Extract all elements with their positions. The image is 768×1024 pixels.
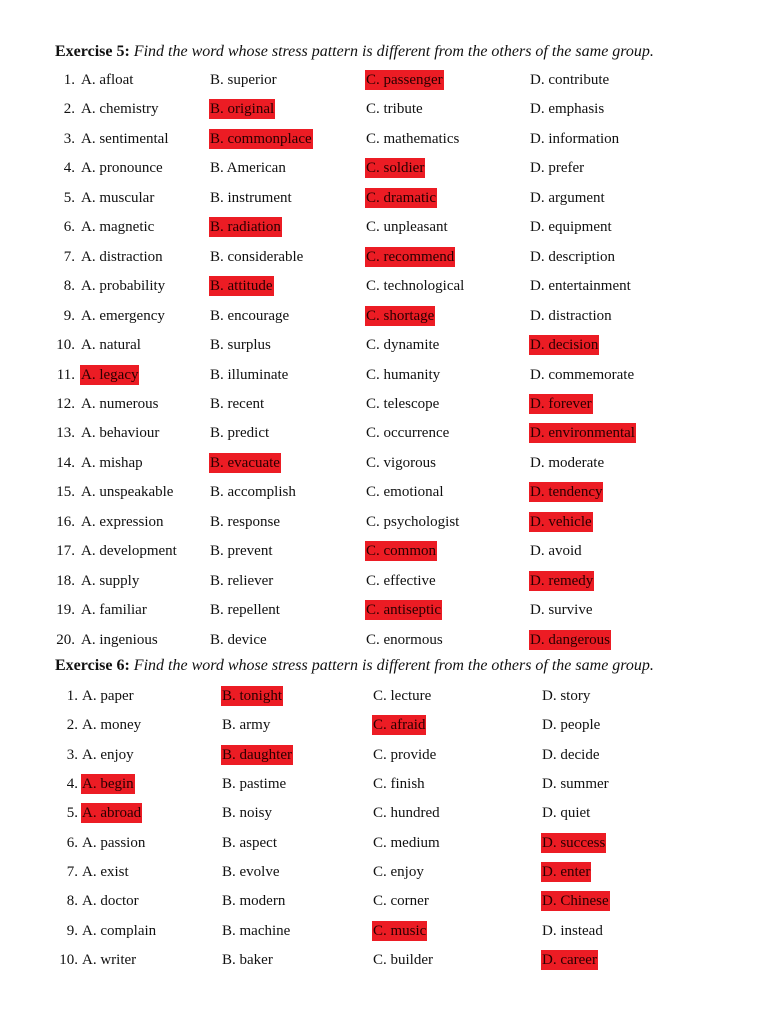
question-number: 10.	[59, 951, 78, 968]
option-a: A. complain	[82, 922, 157, 939]
option-d: D. distraction	[530, 307, 612, 324]
question-row	[0, 365, 768, 387]
option-b: B. noisy	[222, 805, 273, 822]
question-row	[0, 921, 768, 943]
option-d: D. entertainment	[530, 278, 631, 295]
option-a: A. mishap	[81, 454, 143, 471]
question-row	[0, 541, 768, 563]
option-a: A. familiar	[81, 602, 147, 619]
option-d-highlighted: D. career	[542, 951, 597, 968]
question-number: 5.	[63, 189, 75, 206]
option-d: D. equipment	[530, 219, 612, 236]
question-number: 3.	[66, 746, 78, 763]
question-number: 3.	[63, 130, 75, 147]
option-c: C. mathematics	[366, 130, 460, 147]
option-c: C. psychologist	[366, 513, 460, 530]
question-number: 7.	[66, 863, 78, 880]
question-number: 16.	[56, 513, 75, 530]
question-number: 20.	[56, 631, 75, 648]
option-b: B. aspect	[222, 834, 277, 851]
option-b-highlighted: B. tonight	[222, 688, 283, 704]
option-c: C. corner	[373, 893, 429, 910]
option-b-highlighted: B. evacuate	[210, 454, 280, 471]
option-b: B. instrument	[210, 189, 292, 206]
question-row	[0, 950, 768, 972]
option-d-highlighted: D. enter	[542, 863, 591, 880]
option-b: B. surplus	[210, 337, 271, 354]
option-d: D. survive	[530, 602, 593, 619]
option-c: C. technological	[366, 278, 465, 295]
option-c: C. telescope	[366, 395, 440, 412]
option-d-highlighted: D. dangerous	[530, 631, 610, 648]
question-number: 2.	[66, 717, 78, 734]
question-row	[0, 217, 768, 239]
option-a: A. natural	[81, 337, 141, 354]
option-d-highlighted: D. vehicle	[530, 513, 592, 530]
option-d: D. story	[542, 688, 591, 704]
question-row	[0, 306, 768, 328]
option-a: A. chemistry	[81, 101, 159, 118]
option-d: D. people	[542, 717, 601, 734]
question-row	[0, 247, 768, 269]
question-row	[0, 571, 768, 593]
question-number: 1.	[66, 688, 78, 704]
option-c: C. vigorous	[366, 454, 437, 471]
question-number: 19.	[56, 602, 75, 619]
question-number: 8.	[66, 893, 78, 910]
option-b: B. accomplish	[210, 484, 296, 501]
option-b: B. prevent	[210, 543, 273, 560]
option-a: A. sentimental	[81, 130, 169, 147]
option-b: B. superior	[210, 72, 277, 88]
option-b: B. response	[210, 513, 280, 530]
option-a: A. writer	[82, 951, 137, 968]
option-a: A. supply	[81, 572, 140, 589]
question-row	[0, 833, 768, 855]
option-c: C. finish	[373, 775, 425, 792]
option-b: B. considerable	[210, 248, 304, 265]
option-a: A. enjoy	[82, 746, 134, 763]
option-b-highlighted: B. original	[210, 101, 275, 118]
option-c: C. lecture	[373, 688, 432, 704]
option-c-highlighted: C. recommend	[366, 248, 455, 265]
option-a: A. afloat	[81, 72, 134, 88]
question-number: 5.	[66, 805, 78, 822]
option-c: C. humanity	[366, 366, 441, 383]
question-row	[0, 394, 768, 416]
option-b: B. baker	[222, 951, 273, 968]
question-number: 14.	[56, 454, 75, 471]
question-row	[0, 600, 768, 622]
option-c: C. occurrence	[366, 425, 450, 442]
question-number: 6.	[63, 219, 75, 236]
option-c: C. effective	[366, 572, 436, 589]
option-b: B. modern	[222, 893, 286, 910]
option-d-highlighted: D. success	[542, 834, 606, 851]
option-d-highlighted: D. forever	[530, 395, 592, 412]
option-a: A. ingenious	[81, 631, 158, 648]
option-c-highlighted: C. dramatic	[366, 189, 436, 206]
question-row	[0, 774, 768, 796]
question-row	[0, 862, 768, 884]
option-a: A. unspeakable	[81, 484, 174, 501]
question-number: 9.	[66, 922, 78, 939]
option-b: B. predict	[210, 425, 270, 442]
question-number: 18.	[56, 572, 75, 589]
option-a: A. passion	[82, 834, 146, 851]
question-row	[0, 745, 768, 767]
option-d: D. information	[530, 130, 620, 147]
option-a: A. numerous	[81, 395, 159, 412]
option-a: A. development	[81, 543, 177, 560]
question-number: 15.	[56, 484, 75, 501]
question-row	[0, 803, 768, 825]
option-b: B. machine	[222, 922, 291, 939]
option-b-highlighted: B. attitude	[210, 278, 273, 295]
option-b: B. device	[210, 631, 267, 648]
option-a: A. probability	[81, 278, 166, 295]
question-number: 11.	[56, 366, 75, 383]
option-c-highlighted: C. afraid	[373, 717, 426, 734]
option-a: A. expression	[81, 513, 164, 530]
question-number: 4.	[63, 160, 75, 177]
option-b: B. evolve	[222, 863, 280, 880]
option-c-highlighted: C. shortage	[366, 307, 435, 324]
option-c: C. tribute	[366, 101, 423, 118]
option-d: D. moderate	[530, 454, 605, 471]
option-a-highlighted: A. begin	[82, 775, 134, 792]
exercise-instruction: Find the word whose stress pattern is different from the others of the same group.	[133, 657, 654, 674]
question-row	[0, 335, 768, 357]
option-b: B. illuminate	[210, 366, 289, 383]
option-c: C. emotional	[366, 484, 444, 501]
question-row	[0, 129, 768, 151]
option-d: D. avoid	[530, 543, 582, 560]
option-c-highlighted: C. soldier	[366, 160, 425, 177]
question-row	[0, 482, 768, 504]
option-a: A. exist	[82, 863, 129, 880]
option-a-highlighted: A. legacy	[81, 366, 139, 383]
option-b: B. repellent	[210, 602, 280, 619]
option-d: D. summer	[542, 775, 609, 792]
option-b-highlighted: B. daughter	[222, 746, 292, 763]
question-row	[0, 99, 768, 121]
option-d: D. description	[530, 248, 615, 265]
option-d: D. emphasis	[530, 101, 605, 118]
question-row	[0, 686, 768, 708]
option-b: B. encourage	[210, 307, 290, 324]
option-a-highlighted: A. abroad	[82, 805, 142, 822]
question-row	[0, 276, 768, 298]
question-number: 8.	[63, 278, 75, 295]
option-c: C. hundred	[373, 805, 440, 822]
option-d: D. argument	[530, 189, 605, 206]
question-row	[0, 630, 768, 652]
option-d: D. instead	[542, 922, 603, 939]
option-d-highlighted: D. environmental	[530, 425, 635, 442]
question-number: 17.	[56, 543, 75, 560]
option-a: A. behaviour	[81, 425, 160, 442]
question-row	[0, 70, 768, 92]
question-number: 13.	[56, 425, 75, 442]
option-d-highlighted: D. remedy	[530, 572, 594, 589]
option-a: A. magnetic	[81, 219, 155, 236]
option-d-highlighted: D. Chinese	[542, 893, 609, 910]
option-b: B. reliever	[210, 572, 274, 589]
option-c-highlighted: C. antiseptic	[366, 602, 441, 619]
option-b: B. American	[210, 160, 286, 177]
option-c: C. provide	[373, 746, 437, 763]
question-number: 1.	[63, 72, 75, 88]
question-number: 12.	[56, 395, 75, 412]
question-row	[0, 715, 768, 737]
option-c: C. dynamite	[366, 337, 440, 354]
option-d-highlighted: D. tendency	[530, 484, 603, 501]
exercise-instruction: Find the word whose stress pattern is different from the others of the same group.	[133, 43, 654, 60]
option-c: C. unpleasant	[366, 219, 448, 236]
option-b: B. army	[222, 717, 271, 734]
option-c-highlighted: C. common	[366, 543, 436, 560]
option-c-highlighted: C. passenger	[366, 72, 443, 88]
question-row	[0, 158, 768, 180]
option-c: C. enormous	[366, 631, 443, 648]
question-number: 4.	[66, 775, 78, 792]
option-a: A. emergency	[81, 307, 165, 324]
question-row	[0, 891, 768, 913]
question-number: 9.	[63, 307, 75, 324]
option-a: A. paper	[82, 688, 134, 704]
question-number: 6.	[66, 834, 78, 851]
option-c: C. medium	[373, 834, 440, 851]
option-d-highlighted: D. decision	[530, 337, 599, 354]
option-d: D. quiet	[542, 805, 591, 822]
option-a: A. distraction	[81, 248, 163, 265]
question-number: 10.	[56, 337, 75, 354]
exercise-label: Exercise 6:	[55, 657, 130, 674]
exercise-5-heading	[55, 42, 654, 62]
question-row	[0, 188, 768, 210]
option-d: D. prefer	[530, 160, 585, 177]
question-row	[0, 423, 768, 445]
option-b: B. recent	[210, 395, 265, 412]
option-c-highlighted: C. music	[373, 922, 427, 939]
option-b-highlighted: B. radiation	[210, 219, 281, 236]
question-row	[0, 453, 768, 475]
option-c: C. enjoy	[373, 863, 424, 880]
option-c: C. builder	[373, 951, 433, 968]
exercise-6-heading	[55, 656, 654, 676]
option-a: A. money	[82, 717, 142, 734]
question-number: 2.	[63, 101, 75, 118]
option-d: D. commemorate	[530, 366, 635, 383]
option-a: A. pronounce	[81, 160, 163, 177]
option-b-highlighted: B. commonplace	[210, 130, 312, 147]
option-a: A. doctor	[82, 893, 139, 910]
question-row	[0, 512, 768, 534]
exercise-label: Exercise 5:	[55, 43, 130, 60]
option-d: D. decide	[542, 746, 600, 763]
question-number: 7.	[63, 248, 75, 265]
option-b: B. pastime	[222, 775, 287, 792]
option-d: D. contribute	[530, 72, 610, 88]
option-a: A. muscular	[81, 189, 155, 206]
